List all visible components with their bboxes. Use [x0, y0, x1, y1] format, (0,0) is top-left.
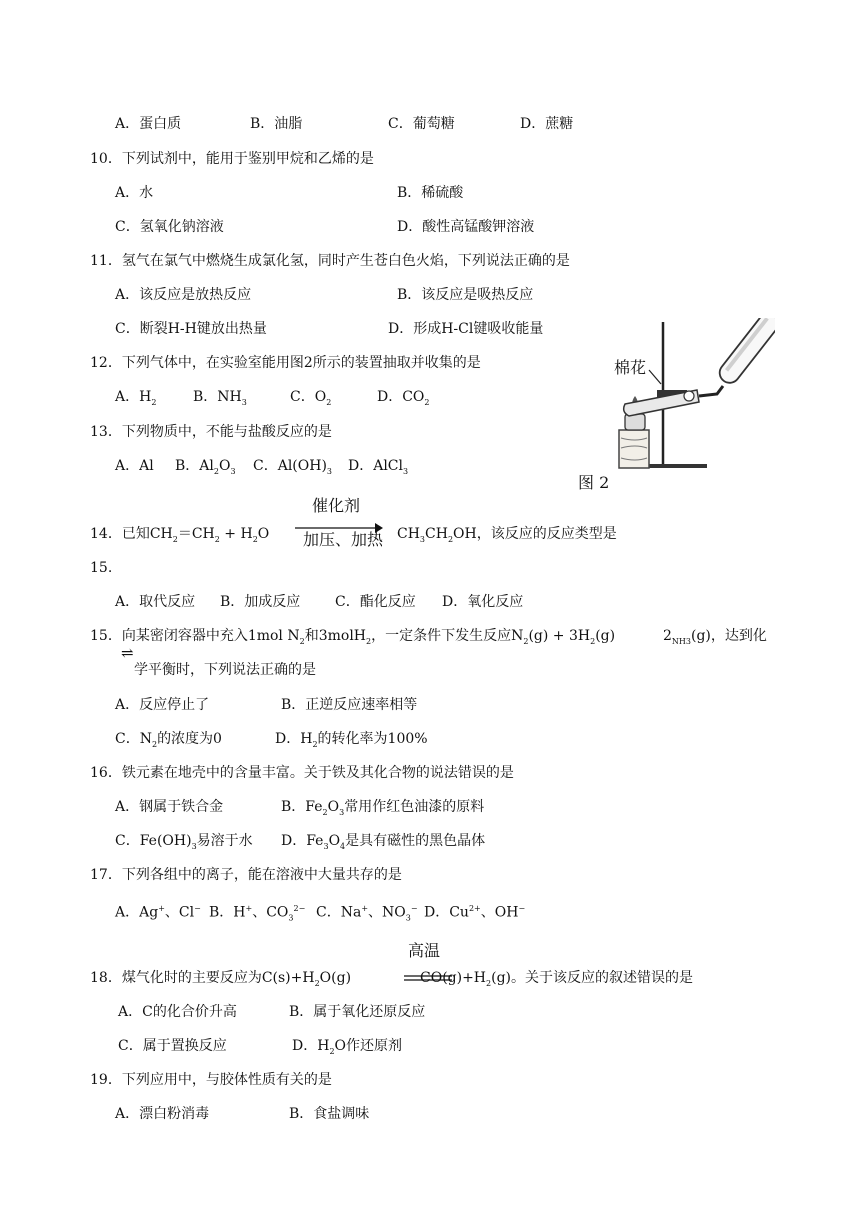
q9-option-a: A．蛋白质	[115, 116, 182, 132]
q16-option-a: A．钢属于铁合金	[115, 799, 224, 815]
q16-option-b: B．$Fe_2O_3$常用作红色油漆的原料	[281, 799, 485, 817]
q19-option-a: A．漂白粉消毒	[115, 1106, 210, 1122]
q14-catalyst-label: 催化剂	[312, 496, 361, 515]
q14-conditions-label: 加压、加热	[303, 530, 384, 549]
q18-stem: 18．煤气化时的主要反应为$C(s)+H_2O(g)$	[90, 970, 352, 988]
figure-2-apparatus	[605, 318, 775, 478]
q16-option-c: C．$Fe(OH)_3$易溶于水	[115, 833, 253, 851]
q9-option-c: C．葡萄糖	[388, 116, 455, 132]
q12-option-d: D．$CO_2$	[377, 389, 430, 407]
q13-stem: 13．下列物质中，不能与盐酸反应的是	[90, 424, 332, 440]
figure-cotton-label: 棉花	[614, 358, 647, 377]
q15-option-b: B．正逆反应速率相等	[281, 697, 418, 713]
q15-stem-continued: 学平衡时，下列说法正确的是	[134, 662, 316, 678]
q14-option-c: C．酯化反应	[335, 594, 416, 610]
q14-option-d: D．氧化反应	[442, 594, 524, 610]
q15-stem: 15．向某密闭容器中充入1mol $N_2$和3molH$_2$，一定条件下发生反应$N_2(g) + 3H_2(g)$	[90, 628, 616, 646]
q10-option-b: B．稀硫酸	[397, 185, 464, 201]
q14-option-b: B．加成反应	[220, 594, 301, 610]
q18-condition-label: 高温	[408, 941, 441, 960]
q15-option-a: A．反应停止了	[115, 697, 210, 713]
q14-stem: 14．已知$CH_2=CH_2 + H_2O$	[90, 526, 270, 544]
q18-option-b: B．属于氧化还原反应	[289, 1004, 426, 1020]
q14-stray-number: 15.	[90, 560, 113, 576]
q13-option-b: B．$Al_2O_3$	[175, 458, 236, 476]
q16-stem: 16．铁元素在地壳中的含量丰富。关于铁及其化合物的说法错误的是	[90, 765, 514, 781]
q17-option-a: A．Ag+、Cl−	[115, 904, 201, 921]
q10-option-d: D．酸性高锰酸钾溶液	[397, 219, 535, 235]
q19-option-b: B．食盐调味	[289, 1106, 370, 1122]
q11-option-c: C．断裂H-H键放出热量	[115, 321, 267, 337]
q17-option-d: D．$Cu^{2+}$、OH−	[424, 904, 526, 921]
q13-option-c: C．$Al(OH)_3$	[253, 458, 333, 476]
q15-option-d: D．$H_2$的转化率为100%	[275, 731, 428, 749]
q11-option-a: A．该反应是放热反应	[115, 287, 252, 303]
q12-option-b: B．$NH_3$	[193, 389, 247, 407]
q9-option-d: D．蔗糖	[520, 116, 574, 132]
q12-option-c: C．$O_2$	[290, 389, 332, 407]
q11-option-d: D．形成H-Cl键吸收能量	[388, 321, 544, 337]
q16-option-d: D．$Fe_3O_4$是具有磁性的黑色晶体	[281, 833, 486, 851]
q9-option-b: B．油脂	[250, 116, 303, 132]
q12-stem: 12．下列气体中，在实验室能用图2所示的装置抽取并收集的是	[90, 355, 481, 371]
q15-equilibrium-arrow: ⇌	[121, 644, 134, 662]
q17-option-c: C．Na+、$NO_3^-$	[316, 904, 418, 923]
q11-option-b: B．该反应是吸热反应	[397, 287, 534, 303]
q12-option-a: A．$H_2$	[115, 389, 157, 407]
q17-option-b: B．H+、$CO_3^{2-}$	[209, 904, 306, 923]
q15-option-c: C．$N_2$的浓度为0	[115, 731, 222, 749]
q15-product: $2_{NH3}(g)$，达到化	[663, 628, 767, 646]
q14-product: $CH_3CH_2OH$，该反应的反应类型是	[397, 526, 617, 544]
q14-option-a: A．取代反应	[115, 594, 196, 610]
q13-option-d: D．AlCl$_3$	[348, 458, 409, 476]
q18-option-c: C．属于置换反应	[118, 1038, 227, 1054]
q18-product: $CO(g)+H_2(g)$。关于该反应的叙述错误的是	[420, 970, 693, 988]
q19-stem: 19．下列应用中，与胶体性质有关的是	[90, 1072, 332, 1088]
q10-stem: 10．下列试剂中，能用于鉴别甲烷和乙烯的是	[90, 151, 374, 167]
q17-stem: 17．下列各组中的离子，能在溶液中大量共存的是	[90, 867, 402, 883]
figure-caption: 图 2	[578, 473, 610, 492]
q18-option-a: A．C的化合价升高	[118, 1004, 237, 1020]
q11-stem: 11．氢气在氯气中燃烧生成氯化氢，同时产生苍白色火焰，下列说法正确的是	[90, 253, 570, 269]
q10-option-a: A．水	[115, 185, 154, 201]
q13-option-a: A．Al	[115, 458, 154, 474]
q18-option-d: D．$H_2O$作还原剂	[292, 1038, 403, 1056]
q10-option-c: C．氢氧化钠溶液	[115, 219, 224, 235]
